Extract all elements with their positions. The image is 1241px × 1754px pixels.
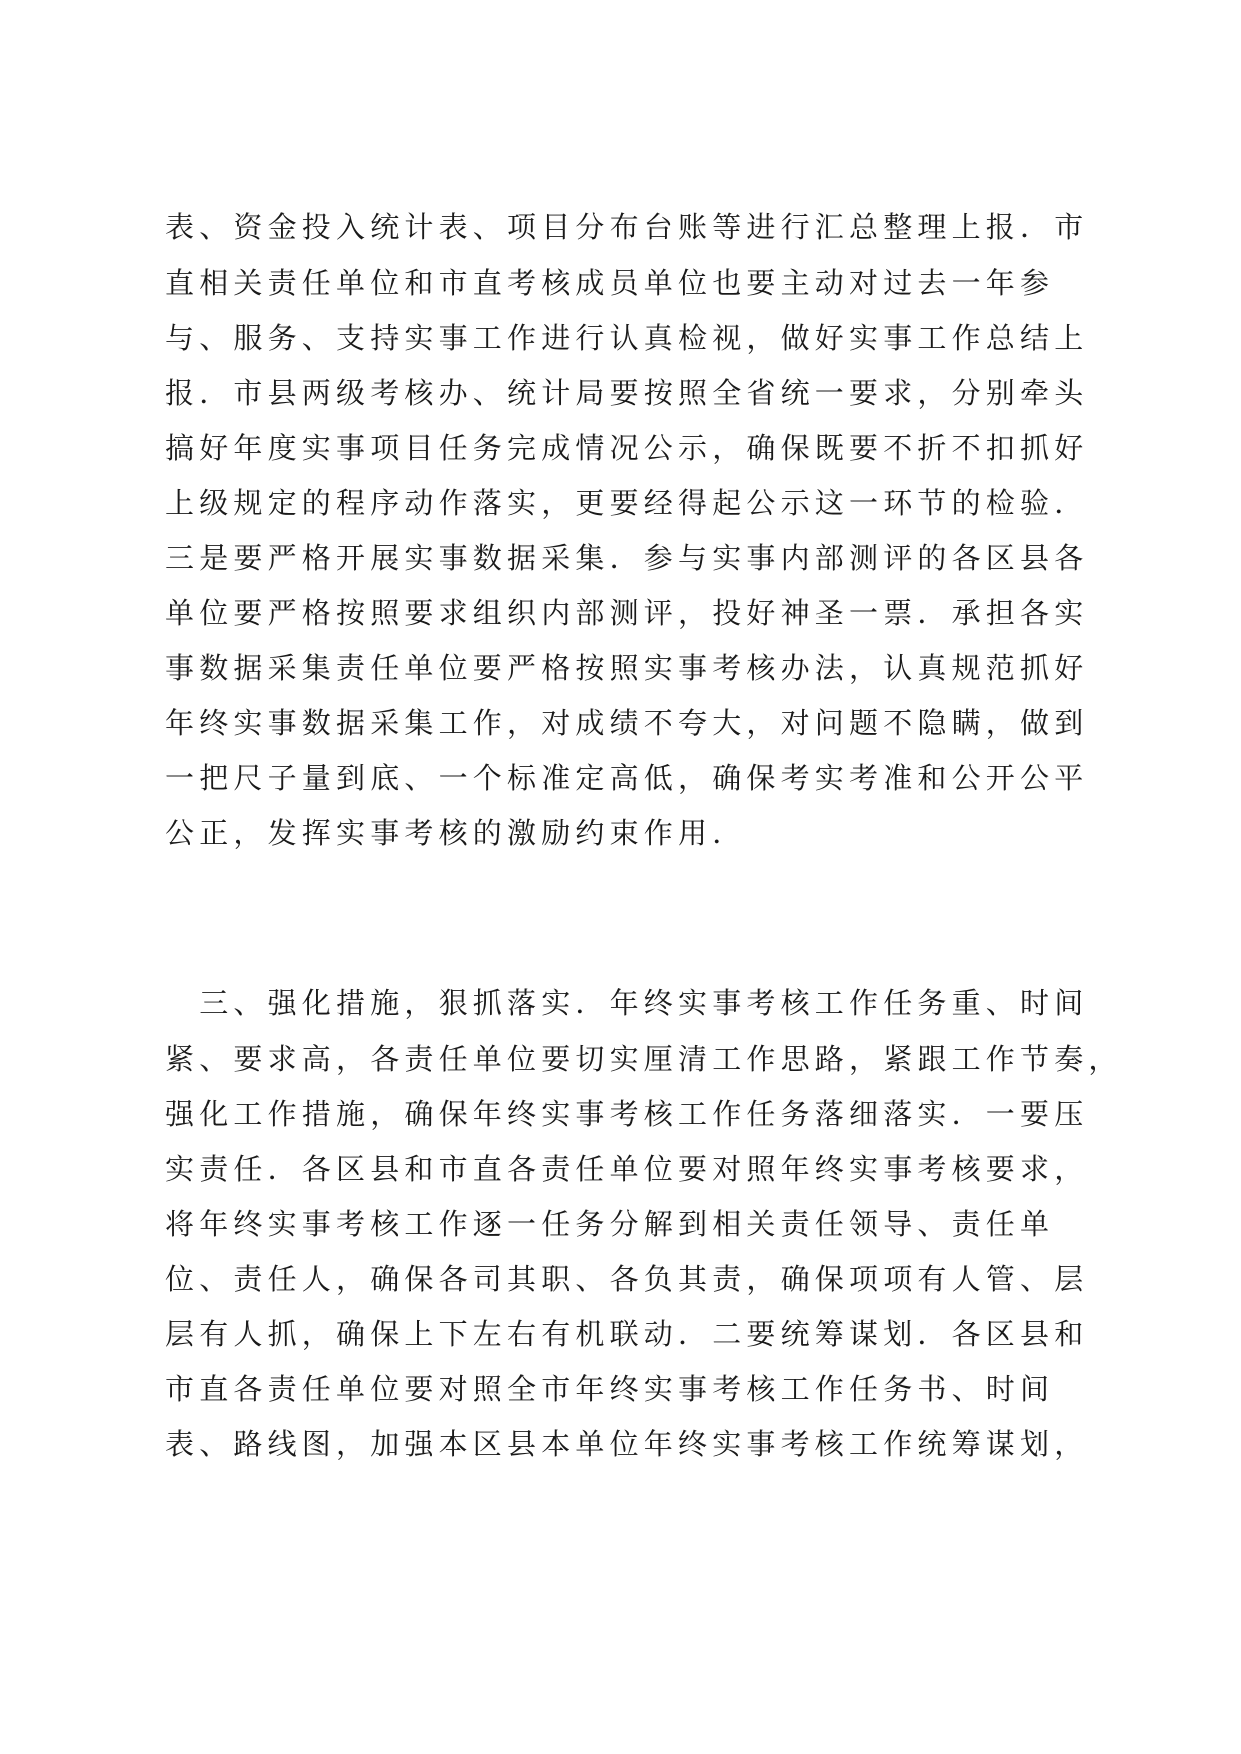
text-line: 实责任．各区县和市直各责任单位要对照年终实事考核要求，	[165, 1152, 1089, 1186]
text-line: 直相关责任单位和市直考核成员单位也要主动对过去一年参	[165, 266, 1055, 300]
text-line: 紧、要求高，各责任单位要切实厘清工作思路，紧跟工作节奏，	[165, 1042, 1123, 1076]
text-line: 搞好年度实事项目任务完成情况公示，确保既要不折不扣抓好	[165, 431, 1089, 465]
text-line: 公正，发挥实事考核的激励约束作用．	[165, 816, 747, 850]
text-line: 单位要严格按照要求组织内部测评，投好神圣一票．承担各实	[165, 596, 1089, 630]
text-line: 表、路线图，加强本区县本单位年终实事考核工作统筹谋划，	[165, 1427, 1089, 1461]
text-line: 三、强化措施，狠抓落实．年终实事考核工作任务重、时间	[165, 986, 1089, 1020]
text-line: 位、责任人，确保各司其职、各负其责，确保项项有人管、层	[165, 1262, 1089, 1296]
text-line: 将年终实事考核工作逐一任务分解到相关责任领导、责任单	[165, 1207, 1055, 1241]
text-line: 市直各责任单位要对照全市年终实事考核工作任务书、时间	[165, 1372, 1055, 1406]
text-line: 报．市县两级考核办、统计局要按照全省统一要求，分别牵头	[165, 376, 1089, 410]
text-line: 表、资金投入统计表、项目分布台账等进行汇总整理上报．市	[165, 210, 1089, 244]
text-line: 层有人抓，确保上下左右有机联动．二要统筹谋划．各区县和	[165, 1317, 1089, 1351]
text-line: 三是要严格开展实事数据采集．参与实事内部测评的各区县各	[165, 541, 1089, 575]
text-line: 事数据采集责任单位要严格按照实事考核办法，认真规范抓好	[165, 651, 1089, 685]
text-line: 一把尺子量到底、一个标准定高低，确保考实考准和公开公平	[165, 761, 1089, 795]
text-line: 与、服务、支持实事工作进行认真检视，做好实事工作总结上	[165, 321, 1089, 355]
text-line: 年终实事数据采集工作，对成绩不夸大，对问题不隐瞒，做到	[165, 706, 1089, 740]
text-line: 强化工作措施，确保年终实事考核工作任务落细落实．一要压	[165, 1097, 1089, 1131]
text-line: 上级规定的程序动作落实，更要经得起公示这一环节的检验．	[165, 486, 1089, 520]
